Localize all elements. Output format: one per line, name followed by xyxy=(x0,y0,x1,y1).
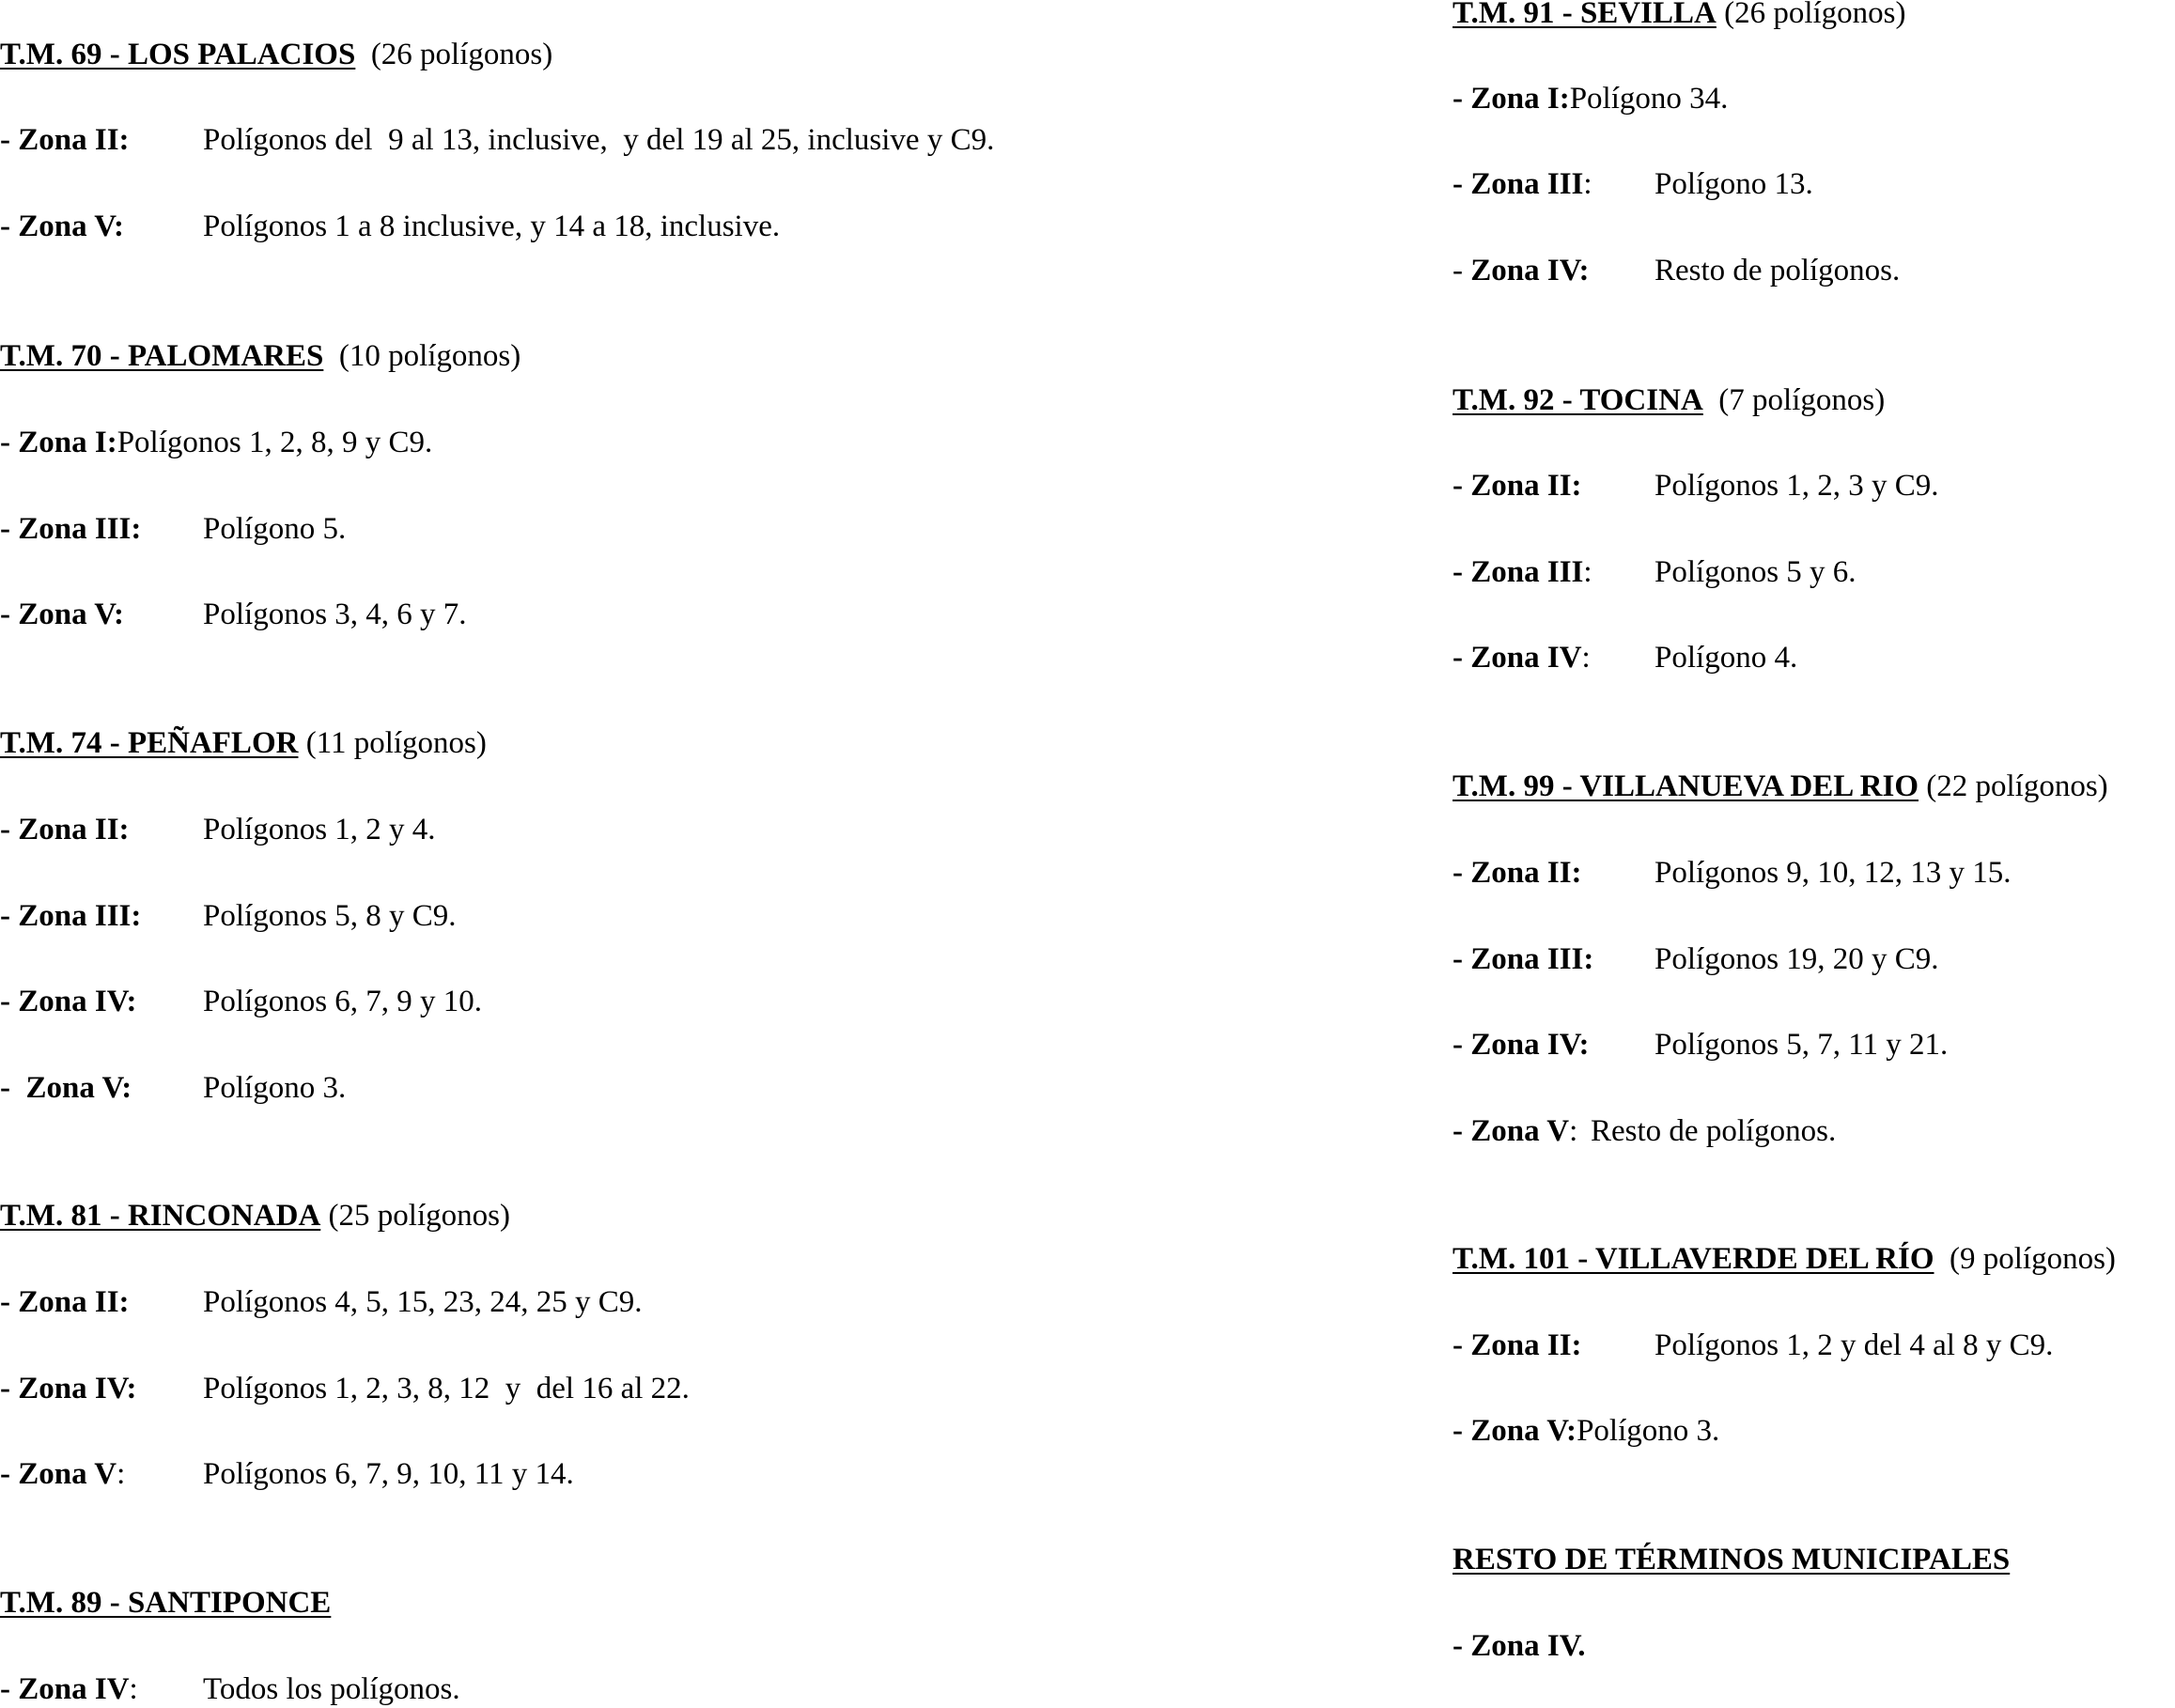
zone-label: - Zona III: xyxy=(1453,555,1592,589)
zone-text: Polígono 3. xyxy=(203,1071,347,1105)
zone-label: - Zona II: xyxy=(1453,1328,1582,1362)
zone-label: - Zona V: xyxy=(0,210,125,243)
zone-text: Polígonos 4, 5, 15, 23, 24, 25 y C9. xyxy=(203,1285,643,1319)
zone-text: Polígonos 5, 8 y C9. xyxy=(203,899,457,933)
zone-text: Polígonos 1, 2, 3 y C9. xyxy=(1655,469,1939,503)
heading-tm-89: T.M. 89 - SANTIPONCE xyxy=(0,1586,332,1620)
zone-label: - Zona IV: xyxy=(0,1372,137,1405)
zone-label: - Zona IV: xyxy=(0,1672,138,1706)
zone-text: Polígonos del 9 al 13, inclusive, y del 19 al 25, inclusive y C9. xyxy=(203,123,995,157)
zone-label: - Zona III: xyxy=(1453,942,1594,976)
zone-text: Polígono 5. xyxy=(203,512,347,546)
zone-label: - Zona III: xyxy=(0,899,142,933)
heading-tm-81: T.M. 81 - RINCONADA (25 polígonos) xyxy=(0,1199,510,1233)
zone-label: - Zona III: xyxy=(1453,167,1592,201)
zone-label: - Zona V: xyxy=(1453,1114,1578,1148)
zone-text: Polígonos 1 a 8 inclusive, y 14 a 18, inclusive. xyxy=(203,210,781,243)
zone-label: - Zona II: xyxy=(0,1285,130,1319)
zone-text: Polígonos 5 y 6. xyxy=(1655,555,1857,589)
zone-text: Resto de polígonos. xyxy=(1591,1114,1837,1148)
zone-text: Polígonos 3, 4, 6 y 7. xyxy=(203,598,467,631)
zone-label: - Zona V: xyxy=(0,598,125,631)
heading-resto: RESTO DE TÉRMINOS MUNICIPALES xyxy=(1453,1543,2011,1576)
zone-line: - Zona I:Polígono 34. xyxy=(1453,82,1729,116)
zone-label: - Zona V: xyxy=(0,1457,126,1491)
heading-tm-91: T.M. 91 - SEVILLA (26 polígonos) xyxy=(1453,0,1906,30)
zone-line: - Zona V:Polígono 3. xyxy=(1453,1414,1720,1448)
zone-label: - Zona IV: xyxy=(0,985,137,1018)
zone-label: - Zona II: xyxy=(1453,856,1582,890)
zone-text: Polígonos 1, 2 y 4. xyxy=(203,813,436,846)
zone-text: Polígonos 1, 2, 3, 8, 12 y del 16 al 22. xyxy=(203,1372,690,1405)
zone-text: Resto de polígonos. xyxy=(1655,254,1901,287)
heading-tm-69: T.M. 69 - LOS PALACIOS (26 polígonos) xyxy=(0,38,553,71)
zone-label: - Zona IV: xyxy=(1453,1028,1590,1062)
heading-tm-74: T.M. 74 - PEÑAFLOR (11 polígonos) xyxy=(0,726,487,760)
heading-tm-99: T.M. 99 - VILLANUEVA DEL RIO (22 polígonos) xyxy=(1453,769,2108,803)
zone-label: - Zona II: xyxy=(0,123,130,157)
zone-label: - Zona IV: xyxy=(1453,254,1590,287)
zone-text: Polígonos 6, 7, 9 y 10. xyxy=(203,985,483,1018)
zone-text: Polígono 4. xyxy=(1655,641,1798,675)
zone-line: - Zona I:Polígonos 1, 2, 8, 9 y C9. xyxy=(0,426,433,459)
zone-label: - Zona III: xyxy=(0,512,142,546)
zone-text: Polígonos 1, 2 y del 4 al 8 y C9. xyxy=(1655,1328,2054,1362)
zone-text: Polígonos 19, 20 y C9. xyxy=(1655,942,1939,976)
heading-tm-101: T.M. 101 - VILLAVERDE DEL RÍO (9 polígonos) xyxy=(1453,1242,2116,1276)
heading-tm-92: T.M. 92 - TOCINA (7 polígonos) xyxy=(1453,383,1886,417)
zone-label: - Zona IV: xyxy=(1453,641,1591,675)
zone-text: Polígonos 5, 7, 11 y 21. xyxy=(1655,1028,1949,1062)
zone-label: - Zona V: xyxy=(0,1071,132,1105)
heading-tm-70: T.M. 70 - PALOMARES (10 polígonos) xyxy=(0,339,521,373)
zone-text: Polígono 13. xyxy=(1655,167,1813,201)
zone-text: Polígonos 9, 10, 12, 13 y 15. xyxy=(1655,856,2012,890)
zone-text: Todos los polígonos. xyxy=(203,1672,460,1706)
zone-text: Polígonos 6, 7, 9, 10, 11 y 14. xyxy=(203,1457,574,1491)
zone-label: - Zona II: xyxy=(1453,469,1582,503)
zone-label: - Zona II: xyxy=(0,813,130,846)
zone-label: - Zona IV. xyxy=(1453,1629,1586,1663)
